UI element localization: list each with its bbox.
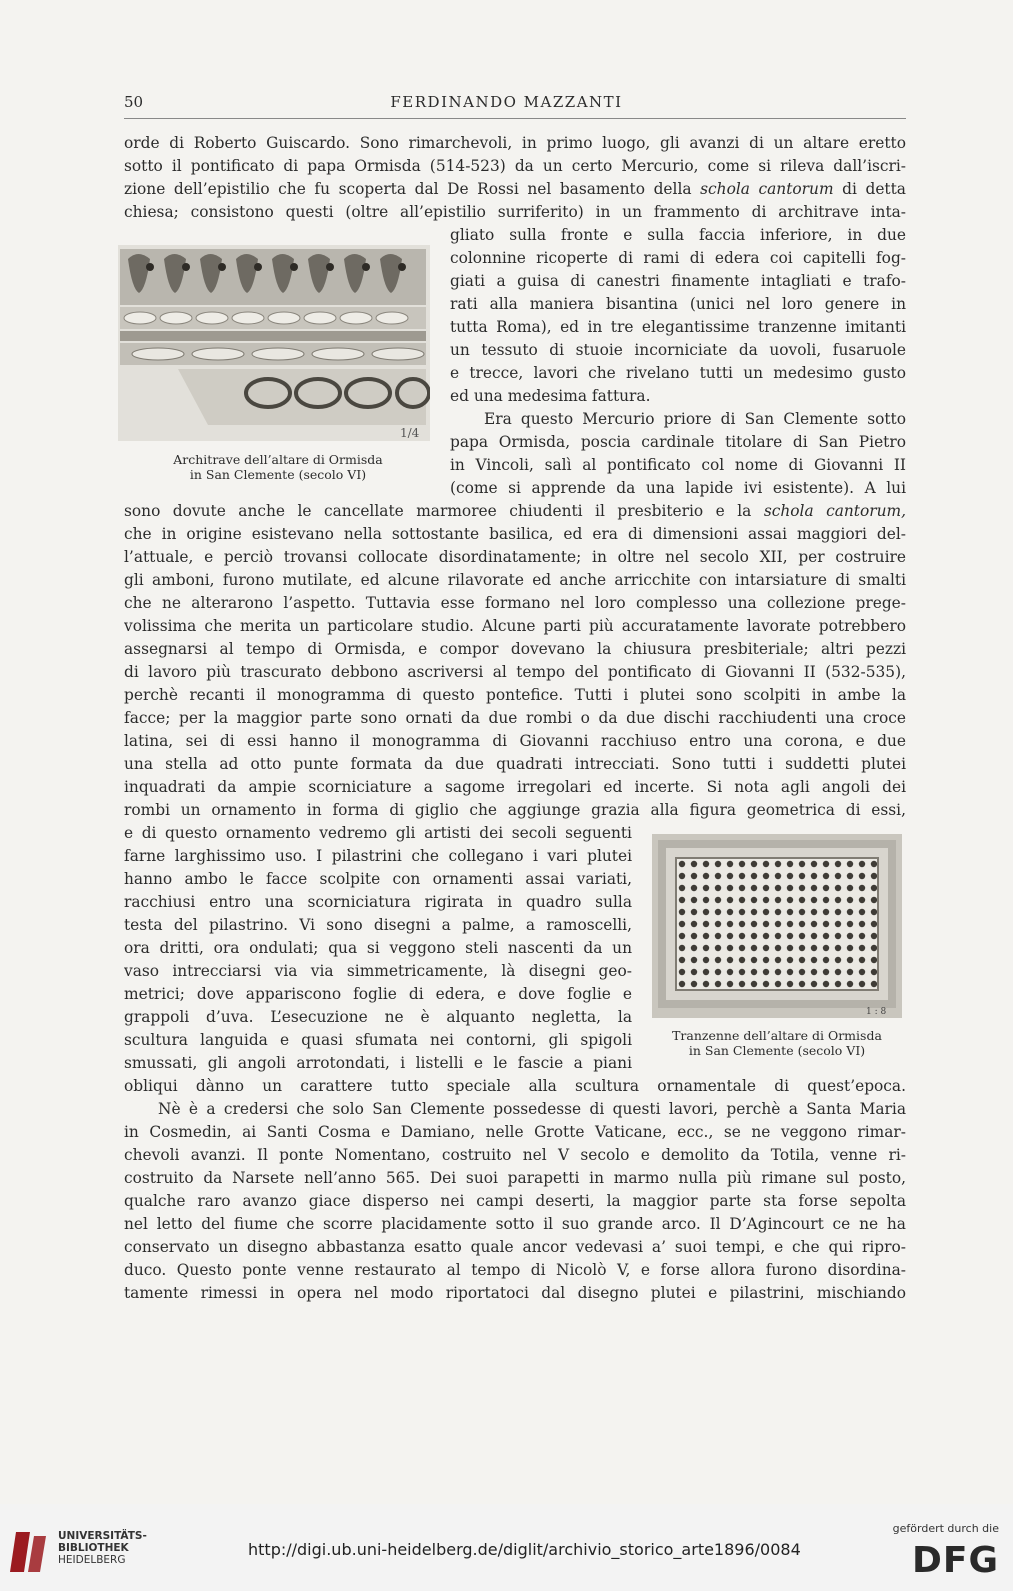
source-url-link[interactable]: http://digi.ub.uni-heidelberg.de/diglit/archivio_storico_arte1896/0084	[248, 1540, 801, 1559]
text-line: papa Ormisda, poscia cardinale titolare di San Pietro	[450, 433, 906, 451]
text-line: chiesa; consistono questi (oltre all’epistilio surriferito) in un frammento di architrave inta-	[124, 203, 906, 221]
text-line: Era questo Mercurio priore di San Clemente sotto	[484, 410, 906, 428]
italic-term: schola cantorum,	[763, 502, 906, 520]
tranzenne-illustration	[652, 834, 902, 1018]
library-name: UNIVERSITÄTS- BIBLIOTHEK HEIDELBERG	[58, 1530, 147, 1566]
text-line: colonnine ricoperte di rami di edera coi capitelli fog-	[450, 249, 906, 267]
text-line: rati alla maniera bisantina (unici nel loro genere in	[450, 295, 906, 313]
page-number: 50	[124, 93, 144, 111]
header-rule	[124, 118, 906, 119]
text-line: in Cosmedin, ai Santi Cosma e Damiano, nelle Grotte Vaticane, ecc., se ne veggono rimar-	[124, 1123, 906, 1141]
text-line: facce; per la maggior parte sono ornati da due rombi o da due dischi racchiudenti una croce	[124, 709, 906, 727]
text-line: un tessuto di stuoie incorniciate da uovoli, fusaruole	[450, 341, 906, 359]
text-line: obliqui dànno un carattere tutto speciale alla scultura ornamentale di quest’epoca.	[124, 1077, 906, 1095]
text-line: (come si apprende da una lapide ivi esistente). A lui	[450, 479, 906, 497]
text-line: scultura languida e quasi sfumata nei contorni, gli spigoli	[124, 1031, 632, 1049]
running-title: FERDINANDO MAZZANTI	[390, 93, 623, 111]
architrave-illustration	[118, 245, 430, 441]
text-line: testa del pilastrino. Vi sono disegni a palme, a ramoscelli,	[124, 916, 632, 934]
running-header	[0, 93, 1013, 113]
text-line: inquadrati da ampie scorniciature a sagome irregolari ed incerte. Si nota agli angoli dei	[124, 778, 906, 796]
text-line: latina, sei di essi hanno il monogramma di Giovanni racchiuso entro una corona, e due	[124, 732, 906, 750]
text-line: una stella ad otto punte formata da due quadrati intrecciati. Sono tutti i suddetti plutei	[124, 755, 906, 773]
text-line: che ne alterarono l’aspetto. Tuttavia esse formano nel loro complesso una collezione prege-	[124, 594, 906, 612]
tranzenne-photo	[652, 834, 902, 1018]
figure-scale-mark: 1/4	[400, 426, 420, 440]
text-line: rombi un ornamento in forma di giglio che aggiunge grazia alla figura geometrica di essi,	[124, 801, 906, 819]
text-line: costruito da Narsete nell’anno 565. Dei suoi parapetti in marmo nulla più rimane sul posto,	[124, 1169, 906, 1187]
architrave-photo	[118, 245, 430, 441]
text-line: hanno ambo le facce scolpite con ornamenti assai variati,	[124, 870, 632, 888]
text-line: ora dritti, ora ondulati; qua si veggono steli nascenti da un	[124, 939, 632, 957]
text-line: racchiusi entro una scorniciatura rigirata in quadro sulla	[124, 893, 632, 911]
text-line: metrici; dove appariscono foglie di edera, e dove foglie e	[124, 985, 632, 1003]
figure-caption: Tranzenne dell’altare di Ormisda in San Clemente (secolo VI)	[672, 1028, 882, 1058]
university-library-logo-icon	[10, 1528, 64, 1576]
text-line: l’attuale, e perciò trovansi collocate disordinatamente; in oltre nel secolo XII, per costruire	[124, 548, 906, 566]
text-line: di lavoro più trascurato debbono ascriversi al tempo del pontificato di Giovanni II (532-535),	[124, 663, 906, 681]
italic-term: schola cantorum	[700, 180, 834, 198]
text-line: nel letto del fiume che scorre placidamente sotto il suo grande arco. Il D’Agincourt ce ne ha	[124, 1215, 906, 1233]
text-line: Nè è a credersi che solo San Clemente possedesse di questi lavori, perchè a Santa Maria	[158, 1100, 906, 1118]
text-line: e trecce, lavori che rivelano tutti un medesimo gusto	[450, 364, 906, 382]
viewer-footer	[0, 1504, 1013, 1591]
dfg-logo: DFG	[911, 1540, 999, 1581]
text-line: gliato sulla fronte e sulla faccia inferiore, in due	[450, 226, 906, 244]
text-line: chevoli avanzi. Il ponte Nomentano, costruito nel V secolo e demolito da Totila, venne ri-	[124, 1146, 906, 1164]
text-line: in Vincoli, salì al pontificato col nome di Giovanni II	[450, 456, 906, 474]
text-line: zione dell’epistilio che fu scoperta dal De Rossi nel basamento della schola cantorum di detta	[124, 180, 906, 198]
text-line: vaso intrecciarsi via via simmetricamente, là disegni geo-	[124, 962, 632, 980]
text-line: smussati, gli angoli arrotondati, i listelli e le fascie a piani	[124, 1054, 632, 1072]
text-line: qualche raro avanzo giace disperso nei campi deserti, la maggior parte sta forse sepolta	[124, 1192, 906, 1210]
text-line: gli amboni, furono mutilate, ed alcune rilavorate ed anche arricchite con intarsiature di smalti	[124, 571, 906, 589]
text-line: tutta Roma), ed in tre elegantissime tranzenne imitanti	[450, 318, 906, 336]
text-line: giati a guisa di canestri finamente intagliati e trafo-	[450, 272, 906, 290]
figure-scale-mark: 1 : 8	[866, 1007, 887, 1017]
text-line: tamente rimessi in opera nel modo riportatoci dal disegno plutei e pilastrini, mischiando	[124, 1284, 906, 1302]
funding-text: gefördert durch die	[892, 1522, 999, 1535]
text-line: sono dovute anche le cancellate marmoree chiudenti il presbiterio e la schola cantorum,	[124, 502, 906, 520]
text-line: duco. Questo ponte venne restaurato al tempo di Nicolò V, e forse allora furono disordina-	[124, 1261, 906, 1279]
text-line: assegnarsi al tempo di Ormisda, e compor dovevano la chiusura presbiteriale; altri pezzi	[124, 640, 906, 658]
text-line: orde di Roberto Guiscardo. Sono rimarchevoli, in primo luogo, gli avanzi di un altare eretto	[124, 134, 906, 152]
text-line: che in origine esistevano nella sottostante basilica, ed era di dimensioni assai maggiori del-	[124, 525, 906, 543]
figure-caption: Architrave dell’altare di Ormisda in San Clemente (secolo VI)	[173, 452, 383, 482]
text-line: conservato un disegno abbastanza esatto quale ancor vedevasi a’ suoi tempi, e che qui ripro-	[124, 1238, 906, 1256]
text-line: grappoli d’uva. L’esecuzione ne è alquanto negletta, la	[124, 1008, 632, 1026]
text-line: e di questo ornamento vedremo gli artisti dei secoli seguenti	[124, 824, 632, 842]
text-line: volissima che merita un particolare studio. Alcune parti più accuratamente lavorate potrebbero	[124, 617, 906, 635]
text-line: ed una medesima fattura.	[450, 387, 651, 405]
text-line: farne larghissimo uso. I pilastrini che collegano i vari plutei	[124, 847, 632, 865]
text-line: sotto il pontificato di papa Ormisda (514-523) da un certo Mercurio, come si rileva dall’iscri-	[124, 157, 906, 175]
text-line: perchè recanti il monogramma di questo pontefice. Tutti i plutei sono scolpiti in ambe la	[124, 686, 906, 704]
